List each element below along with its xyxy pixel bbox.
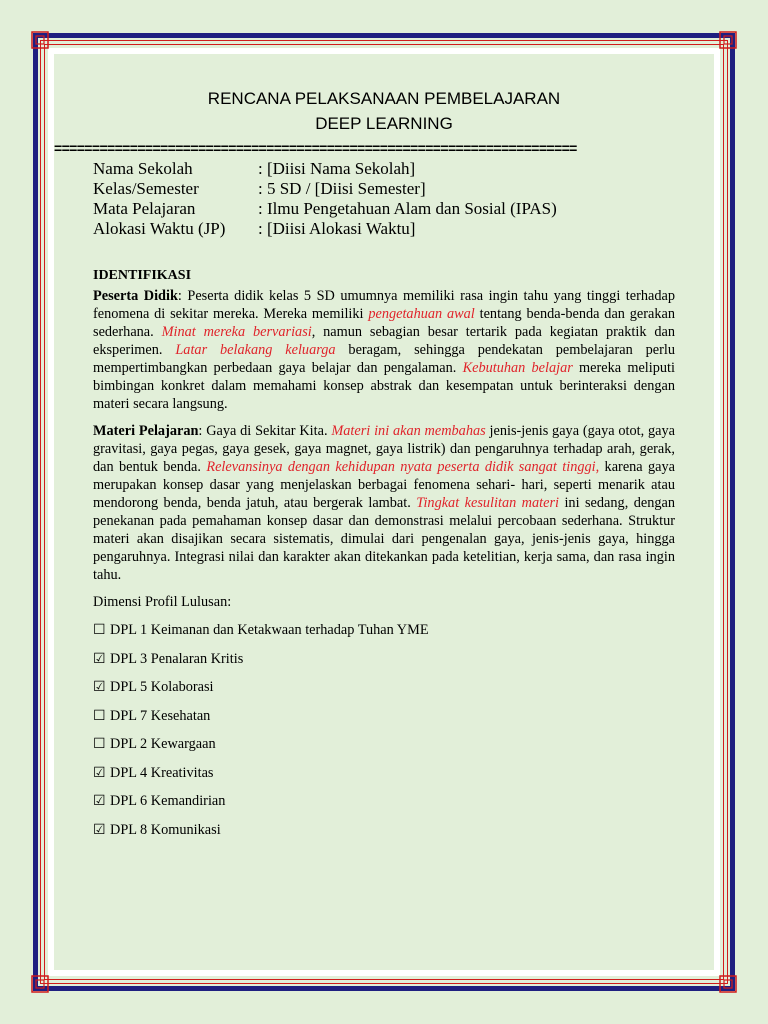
info-value: : [Diisi Nama Sekolah] bbox=[258, 159, 416, 178]
checkbox-icon: ☑ bbox=[93, 821, 106, 838]
title-separator: ===================================================================== bbox=[54, 140, 577, 156]
dpl-item bbox=[93, 677, 429, 706]
dpl-item bbox=[93, 791, 429, 820]
dpl-text: DPL 1 Keimanan dan Ketakwaan terhadap Tuhan YME bbox=[110, 622, 429, 638]
highlight-text: pengetahuan awal bbox=[368, 306, 475, 322]
info-row-alokasi-waktu bbox=[93, 219, 557, 239]
checkbox-icon: ☐ bbox=[93, 736, 106, 752]
paragraph-text: jenis-jenis gaya (gaya otot, gaya gravitasi, gaya pegas, gaya gesek, gaya magnet, gaya listrik) dan pengaruhnya terhadap arah, gerak, dan bentuk benda. bbox=[93, 423, 675, 475]
info-row-nama-sekolah bbox=[93, 159, 557, 179]
paragraph-materi-pelajaran bbox=[93, 422, 675, 584]
dpl-text: DPL 3 Penalaran Kritis bbox=[110, 650, 244, 667]
checkbox-icon: ☐ bbox=[93, 622, 106, 638]
dpl-item bbox=[93, 820, 429, 849]
document-subtitle: DEEP LEARNING bbox=[315, 114, 453, 133]
highlight-text: Relevansinya dengan kehidupan nyata peserta didik sangat tinggi, bbox=[206, 459, 600, 475]
checkbox-icon: ☑ bbox=[93, 679, 106, 695]
info-label: Mata Pelajaran bbox=[93, 199, 196, 218]
paragraph-text: , namun sebagian besar tertarik pada kegiatan praktik dan eksperimen. bbox=[93, 324, 675, 358]
checkbox-icon: ☑ bbox=[93, 764, 106, 781]
dpl-text: DPL 6 Kemandirian bbox=[110, 793, 226, 809]
dpl-text: DPL 7 Kesehatan bbox=[110, 707, 211, 724]
highlight-text: Kebutuhan belajar bbox=[462, 360, 573, 376]
info-label: Kelas/Semester bbox=[93, 179, 199, 198]
paragraph-text: : Peserta didik kelas 5 SD umumnya memiliki rasa ingin tahu yang tinggi terhadap fenomena di sekitar mereka. Mereka memiliki bbox=[93, 288, 675, 322]
paragraph-label: Peserta Didik bbox=[93, 288, 178, 304]
paragraph-peserta-didik bbox=[93, 287, 675, 413]
border-corner-ornament bbox=[719, 975, 737, 993]
dpl-checklist bbox=[93, 620, 429, 848]
dpl-item bbox=[93, 706, 429, 735]
dpl-text: DPL 2 Kewargaan bbox=[110, 736, 216, 752]
checkbox-icon: ☐ bbox=[93, 707, 106, 724]
paragraph-text: : Gaya di Sekitar Kita. bbox=[198, 423, 332, 439]
info-value: : 5 SD / [Diisi Semester] bbox=[258, 179, 426, 198]
border-corner-ornament bbox=[31, 31, 49, 49]
dpl-item bbox=[93, 620, 429, 649]
info-table bbox=[93, 159, 557, 239]
checkbox-icon: ☑ bbox=[93, 650, 106, 667]
document-title: RENCANA PELAKSANAAN PEMBELAJARAN bbox=[207, 89, 561, 108]
dpl-item bbox=[93, 649, 429, 678]
info-value: : [Diisi Alokasi Waktu] bbox=[258, 219, 416, 238]
highlight-text: Materi ini akan membahas bbox=[331, 423, 486, 439]
highlight-text: Latar belakang keluarga bbox=[175, 342, 336, 358]
highlight-text: Tingkat kesulitan materi bbox=[416, 495, 560, 511]
dpl-item bbox=[93, 763, 429, 792]
border-corner-ornament bbox=[31, 975, 49, 993]
info-row-mata-pelajaran bbox=[93, 199, 557, 219]
dpl-item bbox=[93, 734, 429, 763]
highlight-text: Minat mereka bervariasi bbox=[161, 324, 312, 340]
dpl-text: DPL 5 Kolaborasi bbox=[110, 679, 214, 695]
info-value: : Ilmu Pengetahuan Alam dan Sosial (IPAS) bbox=[258, 199, 557, 218]
dimensi-profil-label: Dimensi Profil Lulusan: bbox=[93, 594, 232, 610]
paragraph-text: mereka meliputi bimbingan konkret dalam memahami konsep abstrak dan kesempatan untuk berinteraksi dengan materi secara langsung. bbox=[93, 360, 675, 412]
checkbox-icon: ☑ bbox=[93, 793, 106, 809]
info-label: Nama Sekolah bbox=[93, 159, 193, 178]
dpl-text: DPL 4 Kreativitas bbox=[110, 764, 214, 781]
paragraph-label: Materi Pelajaran bbox=[93, 423, 199, 439]
paragraph-text: beragam, sehingga pendekatan pembelajaran perlu mempertimbangkan perbedaan gaya belajar dan pengalaman. bbox=[93, 342, 675, 376]
section-heading-identifikasi: IDENTIFIKASI bbox=[93, 268, 192, 283]
paragraph-text: tentang benda-benda dan gerakan sederhana. bbox=[93, 306, 675, 340]
border-corner-ornament bbox=[719, 31, 737, 49]
paragraph-text: ini sedang, dengan penekanan pada pemahaman konsep dasar dan demonstrasi melalui percobaan sederhana. Struktur materi akan disajikan secara sistematis, dimulai dari pengenalan gaya, jenis-jenis gaya, hingga pengaruhnya. Integrasi nilai dan karakter akan ditekankan pada ketelitian, kerja sama, dan rasa ingin tahu. bbox=[93, 495, 676, 583]
info-row-kelas-semester bbox=[93, 179, 557, 199]
dpl-text: DPL 8 Komunikasi bbox=[110, 821, 221, 838]
info-label: Alokasi Waktu (JP) bbox=[93, 219, 226, 238]
paragraph-text: karena gaya merupakan konsep dasar yang menjelaskan berbagai fenomena sehari- hari, seperti menarik atau mendorong benda, benda jatuh, atau bergerak lambat. bbox=[93, 459, 675, 511]
